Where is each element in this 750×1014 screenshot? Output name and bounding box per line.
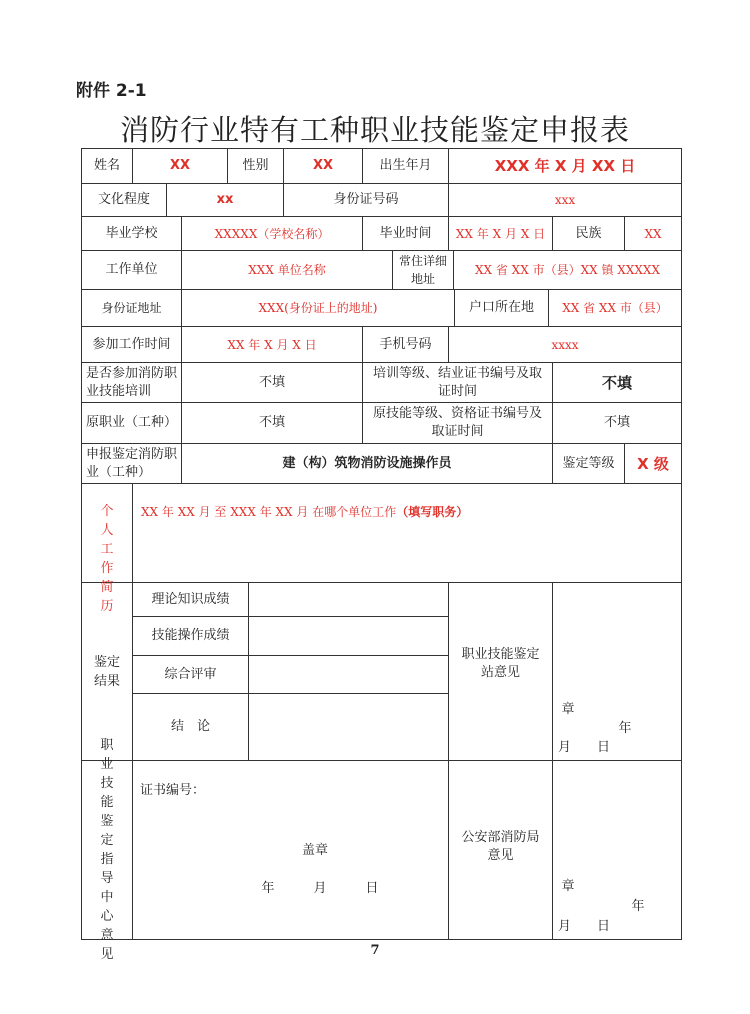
value-name: XX xyxy=(169,158,191,173)
resume-note: （填写职务） xyxy=(396,505,469,519)
label-cert-number: 证书编号： xyxy=(140,783,206,798)
label-conclusion: 结 论 xyxy=(170,719,210,734)
value-education: xx xyxy=(216,192,234,207)
label-phone: 手机号码 xyxy=(379,336,432,352)
value-birth: XXX 年 X 月 XX 日 xyxy=(494,157,636,175)
mps-year-label: 年 xyxy=(631,899,645,914)
value-phone: xxxx xyxy=(551,337,579,352)
value-original-job: 不填 xyxy=(258,415,285,430)
label-apply-job: 申报鉴定消防职业（工种） xyxy=(86,446,178,480)
label-training-question: 是否参加消防职业技能培训 xyxy=(86,365,178,399)
mps-seal-label: 章 xyxy=(561,879,575,894)
label-training-cert: 培训等级、结业证书编号及取证时间 xyxy=(373,365,543,399)
value-address: XX 省 XX 市（县）XX 镇 XXXXX xyxy=(474,263,661,277)
label-id-address: 身份证地址 xyxy=(101,301,162,315)
label-resume: 个人工作简历 xyxy=(100,504,114,614)
label-ethnicity: 民族 xyxy=(575,225,602,241)
label-birth: 出生年月 xyxy=(379,158,432,173)
label-original-cert: 原技能等级、资格证书编号及取证时间 xyxy=(373,406,543,439)
value-level: X 级 xyxy=(637,454,669,473)
value-hukou: XX 省 XX 市（县） xyxy=(562,301,668,315)
station-year-label: 年 xyxy=(618,721,632,736)
label-station-opinion: 职业技能鉴定站意见 xyxy=(461,647,540,680)
value-employer: XXX 单位名称 xyxy=(248,263,326,277)
value-school: XXXXX（学校名称） xyxy=(214,226,330,241)
label-school: 毕业学校 xyxy=(105,225,158,241)
value-apply-job: 建（构）筑物消防设施操作员 xyxy=(282,455,452,471)
attachment-label: 附件 2-1 xyxy=(76,81,147,101)
label-theory: 理论知识成绩 xyxy=(151,591,230,607)
label-gender: 性别 xyxy=(242,158,269,173)
label-grad-time: 毕业时间 xyxy=(379,225,432,241)
station-month-day-label: 月 日 xyxy=(558,740,611,755)
resume-text: XX 年 XX 月 至 XXX 年 XX 月 在哪个单位工作 xyxy=(141,505,397,519)
label-education: 文化程度 xyxy=(97,192,150,207)
label-skill: 技能操作成绩 xyxy=(151,628,230,643)
label-result: 鉴定结果 xyxy=(93,654,120,689)
value-original-cert: 不填 xyxy=(603,415,630,430)
label-work-start: 参加工作时间 xyxy=(92,336,171,352)
value-resume xyxy=(133,500,681,524)
value-id-address: XXX(身份证上的地址) xyxy=(258,301,378,315)
label-address: 常住详细地址 xyxy=(399,254,448,286)
value-grad-time: XX 年 X 月 X 日 xyxy=(455,226,546,241)
station-seal-label: 章 xyxy=(561,702,575,717)
label-date-line: 年 月 日 xyxy=(261,881,379,896)
page-number: 7 xyxy=(370,943,380,958)
label-name: 姓名 xyxy=(93,158,120,173)
value-training-question: 不填 xyxy=(258,374,285,390)
label-mps-opinion: 公安部消防局意见 xyxy=(461,830,540,863)
value-work-start: XX 年 X 月 X 日 xyxy=(227,337,317,352)
label-employer: 工作单位 xyxy=(105,262,158,277)
value-id-number: xxx xyxy=(554,193,576,207)
label-id-number: 身份证号码 xyxy=(333,192,399,207)
mps-month-day-label: 月 日 xyxy=(558,919,611,934)
value-training-cert: 不填 xyxy=(601,373,632,392)
label-hukou: 户口所在地 xyxy=(468,300,534,315)
label-level: 鉴定等级 xyxy=(562,455,615,471)
label-stamp: 盖章 xyxy=(301,843,328,858)
label-center-opinion: 职业技能鉴定指导中心意见 xyxy=(100,738,114,962)
form-title: 消防行业特有工种职业技能鉴定申报表 xyxy=(119,113,630,147)
value-gender: XX xyxy=(312,158,334,173)
label-overall: 综合评审 xyxy=(164,666,217,682)
value-ethnicity: XX xyxy=(644,226,662,241)
label-original-job: 原职业（工种） xyxy=(85,415,177,430)
